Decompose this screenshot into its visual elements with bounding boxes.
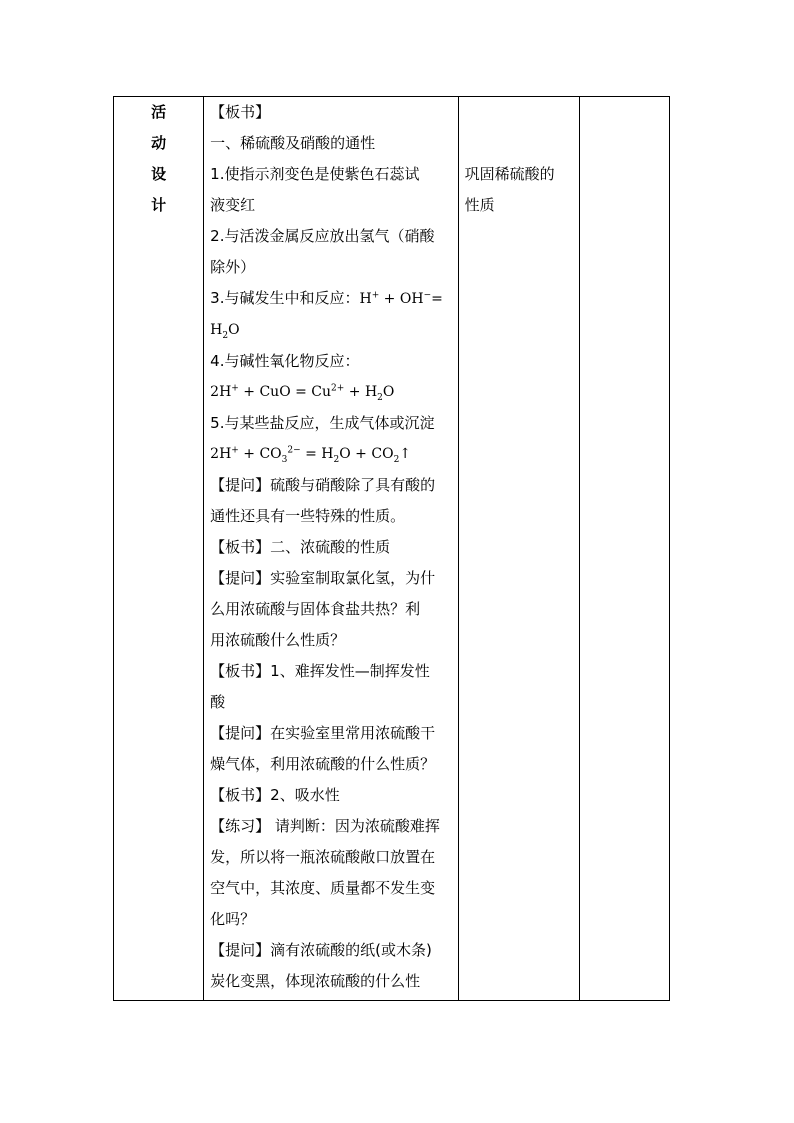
neutralization-formula: H+ + OH−= [359, 290, 443, 307]
content-line: 一、稀硫酸及硝酸的通性 [210, 134, 376, 152]
content-line: 用浓硫酸什么性质？ [210, 631, 346, 649]
content-line: 炭化变黑，体现浓硫酸的什么性 [210, 972, 421, 990]
oxide-formula-line: 2H+ + CuO = $Cu^{2+} + H_2O$ [210, 383, 395, 403]
teaching-content-cell [204, 97, 458, 1001]
section-label-char: 计 [151, 196, 167, 214]
notes-cell [579, 97, 669, 1001]
content-line: 5.与某些盐反应，生成气体或沉淀 [210, 414, 435, 432]
content-line: 空气中，其浓度、质量都不发生变 [210, 879, 436, 897]
content-line: 发，所以将一瓶浓硫酸敞口放置在 [210, 848, 436, 866]
content-line: 么用浓硫酸与固体食盐共热？利 [210, 600, 421, 618]
content-line: 2.与活泼金属反应放出氢气（硝酸 [210, 227, 435, 245]
lesson-plan-table [113, 96, 670, 1001]
content-line: 【板书】2、吸水性 [210, 786, 340, 804]
water-formula-line: $H_2O$ [210, 322, 240, 341]
purpose-line: 巩固稀硫酸的 [464, 165, 555, 183]
section-label-cell [114, 97, 204, 1001]
content-line: 【提问】滴有浓硫酸的纸(或木条) [210, 941, 432, 959]
content-line: 化吗？ [210, 910, 256, 928]
section-label-char: 动 [151, 134, 167, 152]
content-line: 1.使指示剂变色是使紫色石蕊试 [210, 165, 420, 183]
content-line: 燥气体，利用浓硫酸的什么性质？ [210, 755, 436, 773]
content-line: 【提问】在实验室里常用浓硫酸干 [210, 724, 436, 742]
content-line: 【提问】硫酸与硝酸除了具有酸的 [210, 476, 436, 494]
content-line: 除外） [210, 258, 256, 276]
table-row [114, 97, 670, 1001]
content-line: 酸 [210, 693, 226, 711]
neutralization-line: 3.与碱发生中和反应：H+ + OH−= [210, 289, 443, 307]
section-label-char: 设 [151, 165, 167, 183]
purpose-line: 性质 [464, 196, 495, 214]
content-line: 【板书】1、难挥发性—制挥发性 [210, 662, 430, 680]
content-line: 【提问】实验室制取氯化氢，为什 [210, 569, 436, 587]
content-line: 【板书】二、浓硫酸的性质 [210, 538, 391, 556]
content-line: 4.与碱性氧化物反应： [210, 352, 360, 370]
content-line: 【练习】 请判断：因为浓硫酸难挥 [210, 817, 440, 835]
section-label-char: 活 [151, 103, 167, 121]
content-line: 液变红 [210, 196, 256, 214]
purpose-spacer [465, 97, 573, 159]
content-line: 【板书】 [210, 103, 271, 121]
content-line: 通性还具有一些特殊的性质。 [210, 507, 406, 525]
design-purpose-cell [458, 97, 579, 1001]
salt-formula-line: $2H^+ + CO_3^{2-} = H_2O$ + $CO_2↑$ [210, 445, 412, 465]
